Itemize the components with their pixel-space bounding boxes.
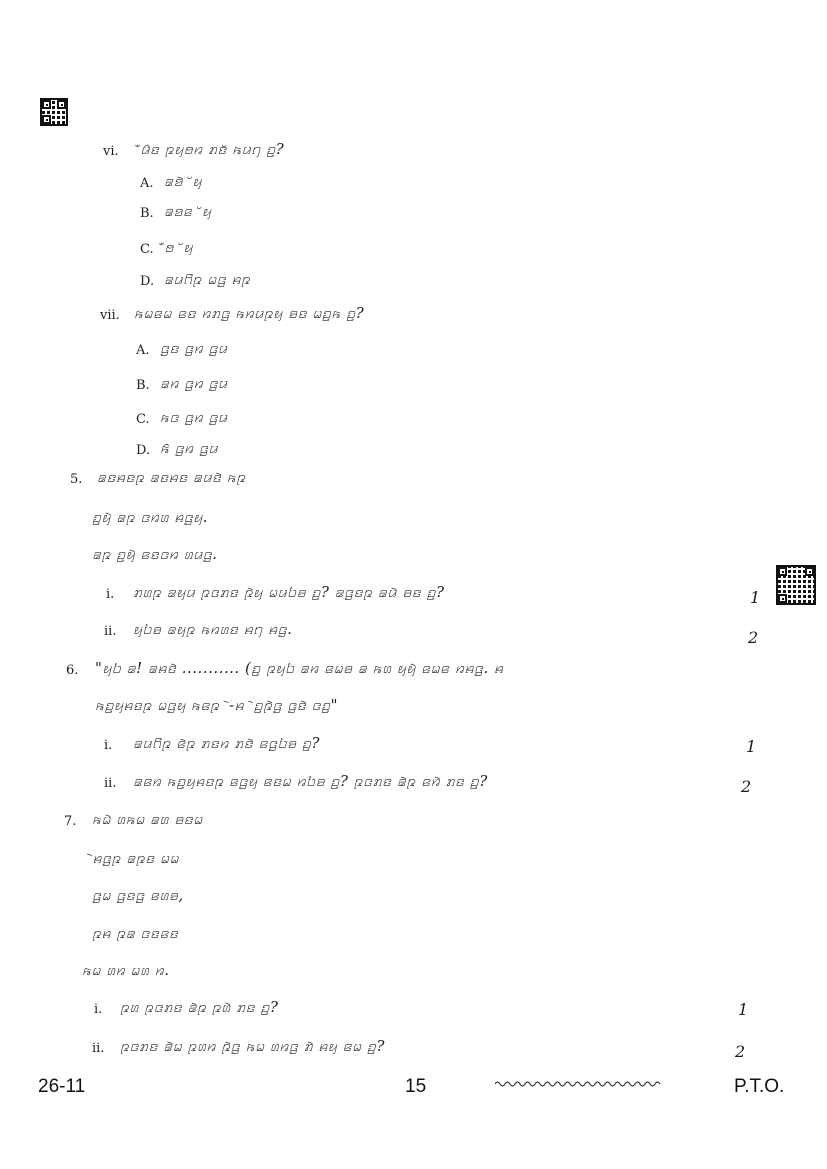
q4-vi-question: ꤪꤣꤨꤢ ꤐꤟꤥꤙ ꤊꤢꤩ ꤒꤣꤚ ꤑ?: [140, 140, 285, 158]
q7-line-4: ꤐꤌ ꤐꤘ ꤍꤢꤕꤢ: [92, 924, 179, 942]
q4-vii-option-d-letter: D.: [136, 443, 151, 458]
q4-vi-option-c-letter: C.: [140, 242, 154, 257]
q7-line-5: ꤒꤗ ꤛꤙ ꤗꤛ ꤙ.: [82, 961, 170, 979]
q7-ii-marks: 2: [735, 1042, 746, 1061]
q4-vii-option-a: ꤞꤢ ꤞꤙ ꤞꤣ: [160, 339, 228, 357]
q5-line-2: ꤑꤟꤧ ꤘꤐ ꤍꤙꤛ ꤌꤞꤟ.: [92, 508, 209, 526]
q4-vi-option-d: ꤘꤣꤖꤐ ꤗꤞ ꤌꤐ: [164, 270, 251, 288]
q6-line-2: ꤒꤑꤟꤌꤢꤐ ꤗꤞꤟ ꤒꤕꤐ ꤧ-ꤌ ꤧꤑꤐꤧꤞ ꤞꤢꤧ ꤍꤑ": [95, 696, 339, 714]
q5-ii-question: ꤟꤝꤋ ꤘꤟꤐ ꤒꤙꤛꤢ ꤌꤚ ꤌꤞ.: [133, 620, 293, 638]
q4-vi-option-b-letter: B.: [140, 206, 154, 221]
q5-ii-marks: 2: [748, 628, 759, 647]
q7-number: 7.: [64, 814, 77, 829]
qr-code-right: [776, 565, 816, 605]
q7-ii-number: ii.: [92, 1041, 105, 1056]
q4-vi-option-a: ꤘꤤꤧ ꤩꤟ: [164, 172, 203, 190]
q4-vii-number: vii.: [100, 308, 120, 323]
wavy-line-decoration: [495, 1079, 663, 1089]
q6-i-marks: 1: [746, 737, 757, 756]
q4-vi-option-d-letter: D.: [140, 274, 155, 289]
q4-vii-option-b-letter: B.: [136, 378, 150, 393]
q6-ii-number: ii.: [104, 776, 117, 791]
pto-label: P.T.O.: [734, 1076, 785, 1097]
q5-number: 5.: [70, 472, 83, 487]
q6-ii-marks: 2: [741, 777, 752, 796]
qr-code-top-left: [40, 98, 68, 126]
q4-vii-option-d: ꤒꤨ ꤞꤙ ꤞꤣ: [160, 439, 219, 457]
q7-i-question: ꤐꤛ ꤐꤍꤊꤢ ꤘꤧꤐ ꤐꤛꤧ ꤊꤢ ꤑ?: [120, 998, 279, 1016]
q4-vi-option-c: ꤪꤥ ꤩꤟ: [164, 238, 194, 256]
q5-line-3: ꤘꤐ ꤑꤟꤧ ꤕꤢꤍꤙ ꤛꤣꤞ.: [92, 545, 218, 563]
q7-i-marks: 1: [738, 1000, 749, 1019]
q4-vi-option-a-letter: A.: [140, 176, 154, 191]
q5-i-question: ꤊꤛꤐ ꤘꤟꤣ ꤐꤍꤊꤢ ꤐꤧꤟ ꤗꤣꤝꤋ ꤑ? ꤘꤞꤢꤐ ꤘꤣꤧ ꤋꤢ ꤑ?: [133, 583, 445, 601]
q5-i-marks: 1: [750, 588, 761, 607]
q6-i-number: i.: [104, 738, 113, 753]
page-number: 15: [405, 1076, 427, 1097]
q4-vi-number: vi.: [103, 144, 119, 159]
q5-i-number: i.: [106, 587, 115, 602]
q4-vii-option-c: ꤒꤍ ꤞꤙ ꤞꤣ: [160, 408, 228, 426]
q4-vii-question: ꤒꤗꤕꤗ ꤕꤢ ꤙꤊꤞ ꤒꤙꤣꤐꤟ ꤋꤢ ꤗꤑꤒ ꤑ?: [134, 304, 365, 322]
q7-i-number: i.: [94, 1002, 103, 1017]
q4-vii-option-b: ꤘꤙ ꤞꤙ ꤞꤣ: [160, 374, 228, 392]
q6-ii-question: ꤘꤕꤙ ꤒꤑꤟꤌꤢꤐ ꤕꤞꤟ ꤕꤢꤗ ꤙꤝꤋ ꤑ? ꤐꤍꤊꤢ ꤘꤧꤐ ꤕꤙꤧ ꤊꤢ ꤑ?: [133, 772, 488, 790]
q6-line-1: "ꤟꤝ ꤘ! ꤘꤌꤢꤧ ........... (ꤑ ꤐꤟꤝ ꤘꤙ ꤕꤗꤋ ꤘ ꤒꤛ ꤟꤟꤧ ꤕꤗꤕ ꤙꤌꤞ. ꤌ: [95, 659, 504, 677]
q7-line-1: ꤒꤗꤧ ꤛꤒꤗ ꤘꤛ ꤋꤢꤗ: [92, 810, 203, 828]
q4-vii-option-a-letter: A.: [136, 343, 150, 358]
q6-number: 6.: [66, 663, 79, 678]
q7-line-2: ꤧꤌꤞꤐ ꤘꤐꤢ ꤗꤗ: [92, 849, 180, 867]
q7-line-3: ꤞꤗ ꤞꤢꤞ ꤕꤛꤋ,: [92, 886, 184, 904]
q4-vi-option-b: ꤘꤤꤕ ꤩꤟ: [164, 202, 212, 220]
q5-ii-number: ii.: [104, 624, 117, 639]
q7-ii-question: ꤐꤍꤊꤢ ꤘꤧꤗ ꤐꤛꤙ ꤐꤧꤞ ꤒꤗ ꤛꤙꤞ ꤊꤧ ꤌꤟ ꤕꤗ ꤑ?: [120, 1037, 385, 1055]
q5-line-1: ꤘꤢꤌꤢꤐ ꤘꤢꤌꤢ ꤘꤣꤢꤧ ꤒꤐ: [97, 468, 246, 486]
q4-vii-option-c-letter: C.: [136, 412, 150, 427]
paper-code: 26-11: [38, 1076, 86, 1097]
q6-i-question: ꤘꤣꤖꤐ ꤕꤧꤐ ꤊꤢꤙ ꤊꤢꤧ ꤕꤞꤝꤋ ꤑ?: [133, 734, 320, 752]
